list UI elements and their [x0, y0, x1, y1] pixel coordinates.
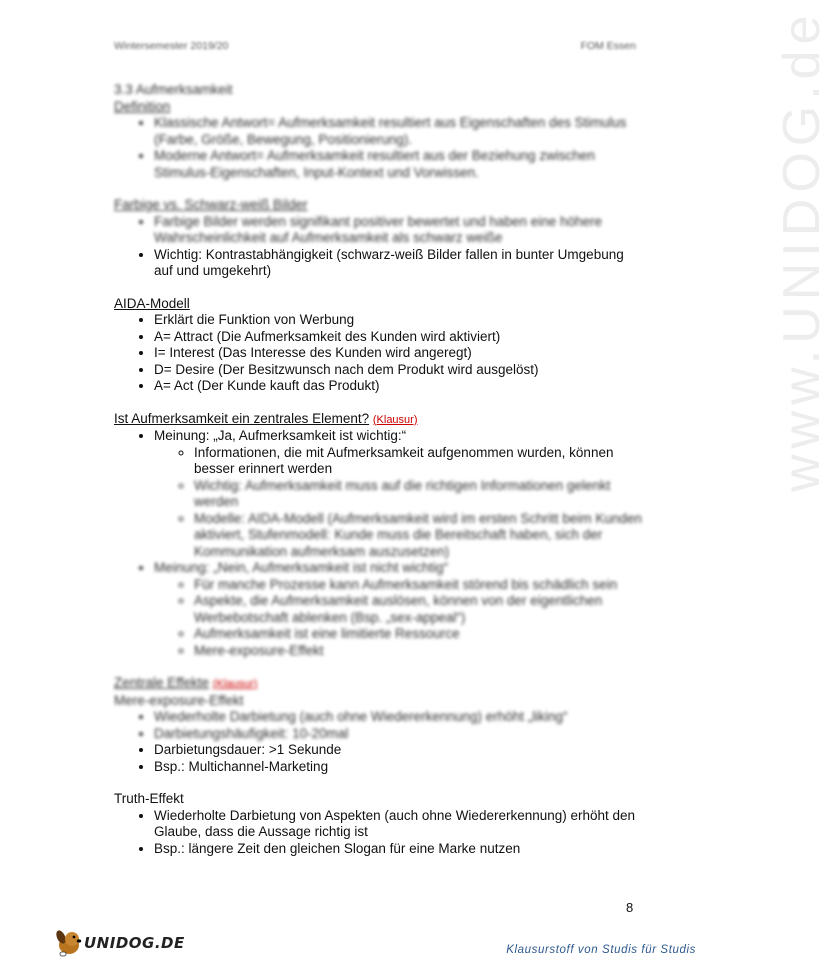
sublist-item: ◦ Für manche Prozesse kann Aufmerksamkeit störend bis schädlich sein [194, 577, 644, 594]
list-item: • A= Attract (Die Aufmerksamkeit des Kunden wird aktiviert) [154, 329, 644, 346]
section-title: 3.3 Aufmerksamkeit [114, 82, 233, 97]
watermark: www.UNIDOG.de [773, 9, 831, 492]
definition-label: Definition [114, 98, 171, 114]
list-item: • Erklärt die Funktion von Werbung [154, 312, 644, 329]
list-item: • Wiederholte Darbietung (auch ohne Wiedererkennung) erhöht „liking“ [154, 709, 644, 726]
list-item: • Bsp.: längere Zeit den gleichen Slogan für eine Marke nutzen [154, 841, 644, 858]
zentral-heading: Ist Aufmerksamkeit ein zentrales Element? [114, 410, 370, 426]
dog-icon [52, 925, 86, 959]
truth-effekt-list [114, 808, 644, 858]
header-school: FOM Essen [580, 40, 636, 52]
ja-sublist [154, 445, 644, 561]
list-item [154, 560, 644, 659]
effekte-heading: Zentrale Effekte [114, 675, 210, 690]
page-number: 8 [626, 900, 634, 915]
sublist-item: ◦ Mere-exposure-Effekt [194, 643, 644, 660]
sublist-item: ◦ Aufmerksamkeit ist eine limitierte Ressource [194, 626, 644, 643]
footer-tagline: Klausurstoff von Studis für Studis [506, 944, 696, 956]
farbig-heading: Farbige vs. Schwarz-weiß Bilder [114, 197, 308, 212]
mere-exposure-label: Mere-exposure-Effekt [114, 692, 244, 708]
list-item [154, 428, 644, 560]
farbig-list [114, 214, 644, 280]
list-item: • Wiederholte Darbietung von Aspekten (auch ohne Wiedererkennung) erhöht den Glaube, dass die Aussage richtig ist [154, 808, 644, 841]
mere-exposure-list [114, 709, 644, 775]
list-item: • Darbietungsdauer: >1 Sekunde [154, 742, 644, 759]
truth-effekt-label: Truth-Effekt [114, 791, 184, 806]
sublist-item: ◦ Wichtig: Aufmerksamkeit muss auf die richtigen Informationen gelenkt werden [194, 478, 644, 511]
sublist-item: ◦ Informationen, die mit Aufmerksamkeit aufgenommen wurden, können besser erinnert werden [194, 445, 644, 478]
klausur-tag: (Klausur) [212, 678, 258, 690]
meinung-ja: Meinung: „Ja, Aufmerksamkeit ist wichtig:“ [154, 428, 407, 443]
list-item: • D= Desire (Der Besitzwunsch nach dem Produkt wird ausgelöst) [154, 362, 644, 379]
zentral-heading-row [114, 411, 644, 429]
sublist-item: ◦ Aspekte, die Aufmerksamkeit auslösen, können von der eigentlichen Werbebotschaft ablenken (Bsp. „sex-appeal“) [194, 593, 644, 626]
list-item: • Darbietungshäufigkeit: 10-20mal [154, 726, 644, 743]
list-item: • Farbige Bilder werden signifikant positiver bewertet und haben eine höhere Wahrscheinlichkeit auf Aufmerksamkeit als schwarz weiße [154, 214, 644, 247]
aida-list [114, 312, 644, 395]
header-semester: Wintersemester 2019/20 [114, 40, 229, 52]
effekte-heading-row [114, 675, 644, 693]
nein-sublist [154, 577, 644, 660]
unidog-logo [52, 925, 185, 961]
list-item: • I= Interest (Das Interesse des Kunden wird angeregt) [154, 345, 644, 362]
list-item: • Moderne Antwort= Aufmerksamkeit resultiert aus der Beziehung zwischen Stimulus-Eigenschaften, Input-Kontext und Vorwissen. [154, 148, 644, 181]
zentral-list [114, 428, 644, 659]
definition-list [114, 115, 644, 181]
klausur-tag: (Klausur) [372, 413, 418, 426]
meinung-nein: Meinung: „Nein, Aufmerksamkeit ist nicht wichtig“ [154, 560, 449, 575]
aida-heading: AIDA-Modell [114, 295, 190, 311]
list-item: • Wichtig: Kontrastabhängigkeit (schwarz-weiß Bilder fallen in bunter Umgebung auf und umgekehrt) [154, 247, 644, 280]
document-body [114, 82, 644, 857]
list-item: • A= Act (Der Kunde kauft das Produkt) [154, 378, 644, 395]
list-item: • Klassische Antwort= Aufmerksamkeit resultiert aus Eigenschaften des Stimulus (Farbe, Größe, Bewegung, Positionierung). [154, 115, 644, 148]
logo-text: UNIDOG.DE [84, 934, 185, 952]
list-item: • Bsp.: Multichannel-Marketing [154, 759, 644, 776]
sublist-item: ◦ Modelle: AIDA-Modell (Aufmerksamkeit wird im ersten Schritt beim Kunden aktiviert, Stufenmodell: Kunde muss die Bereitschaft haben, sich der Kommunikation aufmerksam auszusetzen) [194, 511, 644, 561]
